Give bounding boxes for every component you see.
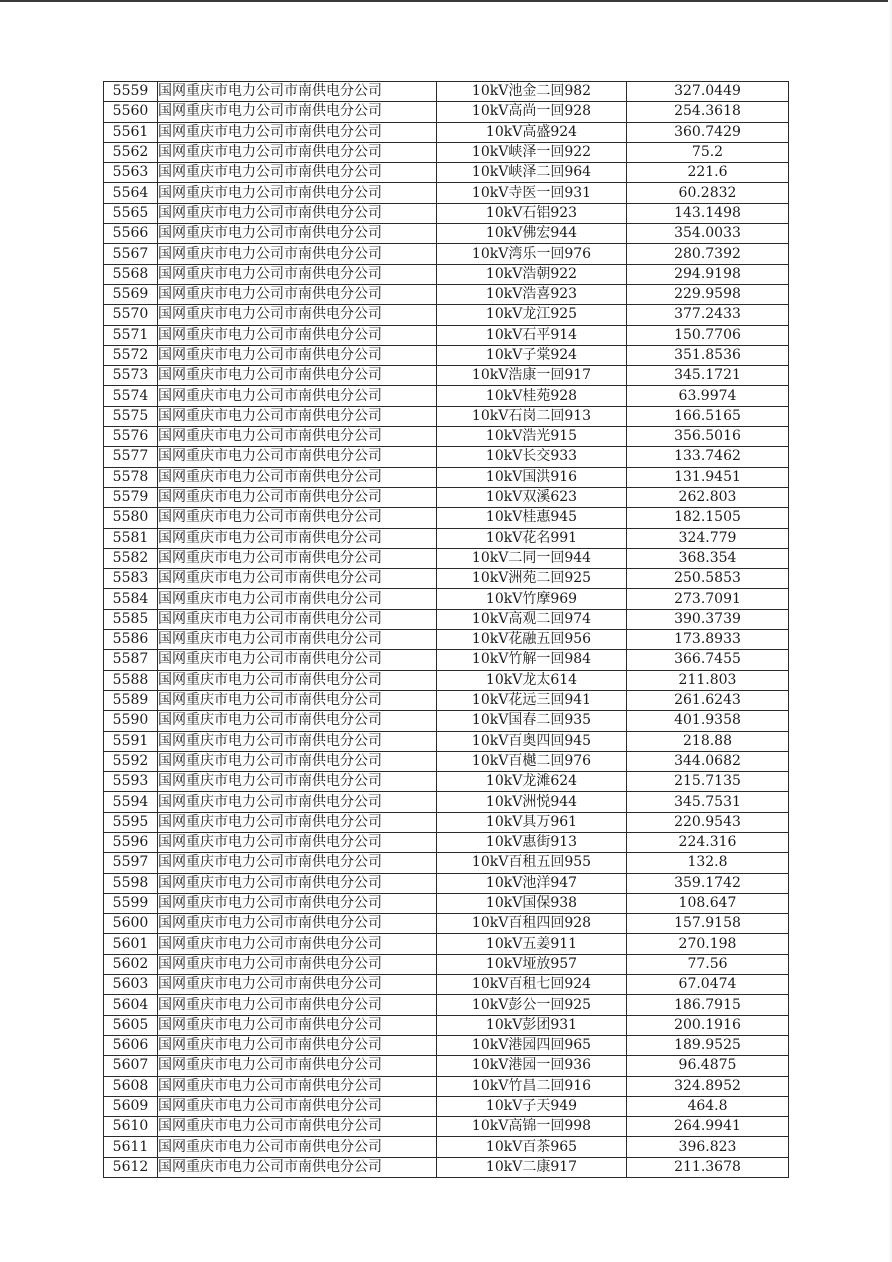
value-cell: 166.5165 bbox=[627, 406, 789, 426]
company-cell: 国网重庆市电力公司市南供电分公司 bbox=[158, 1096, 437, 1116]
row-id-cell: 5560 bbox=[104, 102, 158, 122]
value-cell: 464.8 bbox=[627, 1096, 789, 1116]
table-row bbox=[104, 528, 789, 548]
feeder-line-cell: 10kV惠街913 bbox=[437, 832, 627, 852]
feeder-line-cell: 10kV池金二回982 bbox=[437, 82, 627, 102]
company-cell: 国网重庆市电力公司市南供电分公司 bbox=[158, 1137, 437, 1157]
value-cell: 262.803 bbox=[627, 487, 789, 507]
table-row bbox=[104, 711, 789, 731]
company-cell: 国网重庆市电力公司市南供电分公司 bbox=[158, 1015, 437, 1035]
feeder-line-cell: 10kV国春二回935 bbox=[437, 711, 627, 731]
company-cell: 国网重庆市电力公司市南供电分公司 bbox=[158, 954, 437, 974]
value-cell: 250.5853 bbox=[627, 569, 789, 589]
value-cell: 221.6 bbox=[627, 163, 789, 183]
value-cell: 294.9198 bbox=[627, 264, 789, 284]
table-row bbox=[104, 142, 789, 162]
table-row bbox=[104, 914, 789, 934]
feeder-line-cell: 10kV高锦一回998 bbox=[437, 1117, 627, 1137]
value-cell: 401.9358 bbox=[627, 711, 789, 731]
value-cell: 211.3678 bbox=[627, 1157, 789, 1177]
feeder-data-table bbox=[103, 81, 789, 1178]
company-cell: 国网重庆市电力公司市南供电分公司 bbox=[158, 630, 437, 650]
table-row bbox=[104, 467, 789, 487]
row-id-cell: 5612 bbox=[104, 1157, 158, 1177]
table-row bbox=[104, 995, 789, 1015]
feeder-line-cell: 10kV长交933 bbox=[437, 447, 627, 467]
feeder-line-cell: 10kV二康917 bbox=[437, 1157, 627, 1177]
value-cell: 189.9525 bbox=[627, 1035, 789, 1055]
feeder-line-cell: 10kV具万961 bbox=[437, 812, 627, 832]
feeder-line-cell: 10kV佛宏944 bbox=[437, 224, 627, 244]
row-id-cell: 5576 bbox=[104, 427, 158, 447]
table-row bbox=[104, 163, 789, 183]
row-id-cell: 5559 bbox=[104, 82, 158, 102]
row-id-cell: 5575 bbox=[104, 406, 158, 426]
value-cell: 182.1505 bbox=[627, 508, 789, 528]
feeder-line-cell: 10kV浩光915 bbox=[437, 427, 627, 447]
table-row bbox=[104, 1096, 789, 1116]
value-cell: 143.1498 bbox=[627, 203, 789, 223]
feeder-line-cell: 10kV洲悦944 bbox=[437, 792, 627, 812]
row-id-cell: 5607 bbox=[104, 1056, 158, 1076]
value-cell: 157.9158 bbox=[627, 914, 789, 934]
row-id-cell: 5563 bbox=[104, 163, 158, 183]
value-cell: 356.5016 bbox=[627, 427, 789, 447]
page-top-border bbox=[0, 0, 892, 2]
row-id-cell: 5588 bbox=[104, 670, 158, 690]
row-id-cell: 5595 bbox=[104, 812, 158, 832]
feeder-line-cell: 10kV竹昌二回916 bbox=[437, 1076, 627, 1096]
company-cell: 国网重庆市电力公司市南供电分公司 bbox=[158, 914, 437, 934]
table-row bbox=[104, 569, 789, 589]
value-cell: 150.7706 bbox=[627, 325, 789, 345]
value-cell: 200.1916 bbox=[627, 1015, 789, 1035]
feeder-line-cell: 10kV龙江925 bbox=[437, 305, 627, 325]
table-row bbox=[104, 183, 789, 203]
row-id-cell: 5604 bbox=[104, 995, 158, 1015]
table-row bbox=[104, 630, 789, 650]
value-cell: 67.0474 bbox=[627, 975, 789, 995]
table-row bbox=[104, 650, 789, 670]
value-cell: 327.0449 bbox=[627, 82, 789, 102]
company-cell: 国网重庆市电力公司市南供电分公司 bbox=[158, 467, 437, 487]
value-cell: 345.7531 bbox=[627, 792, 789, 812]
value-cell: 224.316 bbox=[627, 832, 789, 852]
feeder-line-cell: 10kV寺医一回931 bbox=[437, 183, 627, 203]
row-id-cell: 5564 bbox=[104, 183, 158, 203]
company-cell: 国网重庆市电力公司市南供电分公司 bbox=[158, 284, 437, 304]
table-row bbox=[104, 82, 789, 102]
table-row bbox=[104, 406, 789, 426]
table-row bbox=[104, 893, 789, 913]
feeder-line-cell: 10kV百租五回955 bbox=[437, 853, 627, 873]
feeder-line-cell: 10kV港园一回936 bbox=[437, 1056, 627, 1076]
feeder-line-cell: 10kV百茶965 bbox=[437, 1137, 627, 1157]
feeder-line-cell: 10kV百奥四回945 bbox=[437, 731, 627, 751]
feeder-line-cell: 10kV百樾二回976 bbox=[437, 751, 627, 771]
value-cell: 60.2832 bbox=[627, 183, 789, 203]
company-cell: 国网重庆市电力公司市南供电分公司 bbox=[158, 731, 437, 751]
table-row bbox=[104, 772, 789, 792]
row-id-cell: 5603 bbox=[104, 975, 158, 995]
feeder-line-cell: 10kV龙太614 bbox=[437, 670, 627, 690]
value-cell: 377.2433 bbox=[627, 305, 789, 325]
feeder-line-cell: 10kV高尚一回928 bbox=[437, 102, 627, 122]
value-cell: 280.7392 bbox=[627, 244, 789, 264]
company-cell: 国网重庆市电力公司市南供电分公司 bbox=[158, 934, 437, 954]
table-row bbox=[104, 366, 789, 386]
value-cell: 261.6243 bbox=[627, 690, 789, 710]
company-cell: 国网重庆市电力公司市南供电分公司 bbox=[158, 102, 437, 122]
feeder-line-cell: 10kV石岗二回913 bbox=[437, 406, 627, 426]
table-row bbox=[104, 548, 789, 568]
row-id-cell: 5609 bbox=[104, 1096, 158, 1116]
company-cell: 国网重庆市电力公司市南供电分公司 bbox=[158, 711, 437, 731]
feeder-line-cell: 10kV百租四回928 bbox=[437, 914, 627, 934]
value-cell: 390.3739 bbox=[627, 609, 789, 629]
value-cell: 345.1721 bbox=[627, 366, 789, 386]
company-cell: 国网重庆市电力公司市南供电分公司 bbox=[158, 487, 437, 507]
table-row bbox=[104, 447, 789, 467]
company-cell: 国网重庆市电力公司市南供电分公司 bbox=[158, 183, 437, 203]
company-cell: 国网重庆市电力公司市南供电分公司 bbox=[158, 1056, 437, 1076]
company-cell: 国网重庆市电力公司市南供电分公司 bbox=[158, 122, 437, 142]
table-row bbox=[104, 1015, 789, 1035]
table-row bbox=[104, 1117, 789, 1137]
row-id-cell: 5590 bbox=[104, 711, 158, 731]
row-id-cell: 5610 bbox=[104, 1117, 158, 1137]
feeder-line-cell: 10kV浩康一回917 bbox=[437, 366, 627, 386]
value-cell: 360.7429 bbox=[627, 122, 789, 142]
value-cell: 96.4875 bbox=[627, 1056, 789, 1076]
row-id-cell: 5580 bbox=[104, 508, 158, 528]
company-cell: 国网重庆市电力公司市南供电分公司 bbox=[158, 995, 437, 1015]
row-id-cell: 5572 bbox=[104, 345, 158, 365]
row-id-cell: 5597 bbox=[104, 853, 158, 873]
row-id-cell: 5571 bbox=[104, 325, 158, 345]
feeder-line-cell: 10kV国保938 bbox=[437, 893, 627, 913]
row-id-cell: 5585 bbox=[104, 609, 158, 629]
table-row bbox=[104, 1035, 789, 1055]
company-cell: 国网重庆市电力公司市南供电分公司 bbox=[158, 772, 437, 792]
table-row bbox=[104, 244, 789, 264]
value-cell: 229.9598 bbox=[627, 284, 789, 304]
row-id-cell: 5587 bbox=[104, 650, 158, 670]
company-cell: 国网重庆市电力公司市南供电分公司 bbox=[158, 142, 437, 162]
feeder-line-cell: 10kV子天949 bbox=[437, 1096, 627, 1116]
company-cell: 国网重庆市电力公司市南供电分公司 bbox=[158, 345, 437, 365]
value-cell: 359.1742 bbox=[627, 873, 789, 893]
row-id-cell: 5591 bbox=[104, 731, 158, 751]
feeder-line-cell: 10kV国洪916 bbox=[437, 467, 627, 487]
row-id-cell: 5569 bbox=[104, 284, 158, 304]
company-cell: 国网重庆市电力公司市南供电分公司 bbox=[158, 548, 437, 568]
company-cell: 国网重庆市电力公司市南供电分公司 bbox=[158, 650, 437, 670]
row-id-cell: 5578 bbox=[104, 467, 158, 487]
row-id-cell: 5582 bbox=[104, 548, 158, 568]
table-row bbox=[104, 609, 789, 629]
company-cell: 国网重庆市电力公司市南供电分公司 bbox=[158, 569, 437, 589]
row-id-cell: 5601 bbox=[104, 934, 158, 954]
company-cell: 国网重庆市电力公司市南供电分公司 bbox=[158, 447, 437, 467]
row-id-cell: 5584 bbox=[104, 589, 158, 609]
company-cell: 国网重庆市电力公司市南供电分公司 bbox=[158, 427, 437, 447]
company-cell: 国网重庆市电力公司市南供电分公司 bbox=[158, 163, 437, 183]
row-id-cell: 5583 bbox=[104, 569, 158, 589]
value-cell: 108.647 bbox=[627, 893, 789, 913]
row-id-cell: 5581 bbox=[104, 528, 158, 548]
company-cell: 国网重庆市电力公司市南供电分公司 bbox=[158, 386, 437, 406]
table-row bbox=[104, 427, 789, 447]
value-cell: 186.7915 bbox=[627, 995, 789, 1015]
row-id-cell: 5596 bbox=[104, 832, 158, 852]
table-row bbox=[104, 345, 789, 365]
value-cell: 270.198 bbox=[627, 934, 789, 954]
table-row bbox=[104, 122, 789, 142]
company-cell: 国网重庆市电力公司市南供电分公司 bbox=[158, 1035, 437, 1055]
table-row bbox=[104, 670, 789, 690]
feeder-line-cell: 10kV桂苑928 bbox=[437, 386, 627, 406]
company-cell: 国网重庆市电力公司市南供电分公司 bbox=[158, 528, 437, 548]
page-right-edge bbox=[888, 0, 892, 1262]
feeder-line-cell: 10kV港园四回965 bbox=[437, 1035, 627, 1055]
company-cell: 国网重庆市电力公司市南供电分公司 bbox=[158, 873, 437, 893]
company-cell: 国网重庆市电力公司市南供电分公司 bbox=[158, 1076, 437, 1096]
table-row bbox=[104, 832, 789, 852]
row-id-cell: 5561 bbox=[104, 122, 158, 142]
value-cell: 131.9451 bbox=[627, 467, 789, 487]
feeder-line-cell: 10kV彭团931 bbox=[437, 1015, 627, 1035]
table-row bbox=[104, 305, 789, 325]
feeder-line-cell: 10kV子棠924 bbox=[437, 345, 627, 365]
feeder-line-cell: 10kV湾乐一回976 bbox=[437, 244, 627, 264]
row-id-cell: 5565 bbox=[104, 203, 158, 223]
company-cell: 国网重庆市电力公司市南供电分公司 bbox=[158, 792, 437, 812]
row-id-cell: 5599 bbox=[104, 893, 158, 913]
company-cell: 国网重庆市电力公司市南供电分公司 bbox=[158, 589, 437, 609]
row-id-cell: 5606 bbox=[104, 1035, 158, 1055]
table-row bbox=[104, 1056, 789, 1076]
value-cell: 254.3618 bbox=[627, 102, 789, 122]
table-row bbox=[104, 954, 789, 974]
table-row bbox=[104, 224, 789, 244]
row-id-cell: 5577 bbox=[104, 447, 158, 467]
company-cell: 国网重庆市电力公司市南供电分公司 bbox=[158, 975, 437, 995]
table-row bbox=[104, 102, 789, 122]
company-cell: 国网重庆市电力公司市南供电分公司 bbox=[158, 508, 437, 528]
feeder-line-cell: 10kV洲苑二回925 bbox=[437, 569, 627, 589]
feeder-line-cell: 10kV竹摩969 bbox=[437, 589, 627, 609]
feeder-line-cell: 10kV二同一回944 bbox=[437, 548, 627, 568]
company-cell: 国网重庆市电力公司市南供电分公司 bbox=[158, 244, 437, 264]
value-cell: 132.8 bbox=[627, 853, 789, 873]
row-id-cell: 5579 bbox=[104, 487, 158, 507]
company-cell: 国网重庆市电力公司市南供电分公司 bbox=[158, 203, 437, 223]
table-row bbox=[104, 853, 789, 873]
row-id-cell: 5574 bbox=[104, 386, 158, 406]
table-row bbox=[104, 812, 789, 832]
company-cell: 国网重庆市电力公司市南供电分公司 bbox=[158, 751, 437, 771]
feeder-line-cell: 10kV池洋947 bbox=[437, 873, 627, 893]
row-id-cell: 5593 bbox=[104, 772, 158, 792]
table-row bbox=[104, 1137, 789, 1157]
table-row bbox=[104, 975, 789, 995]
company-cell: 国网重庆市电力公司市南供电分公司 bbox=[158, 690, 437, 710]
table-row bbox=[104, 386, 789, 406]
value-cell: 351.8536 bbox=[627, 345, 789, 365]
row-id-cell: 5608 bbox=[104, 1076, 158, 1096]
feeder-line-cell: 10kV双溪623 bbox=[437, 487, 627, 507]
table-row bbox=[104, 873, 789, 893]
value-cell: 354.0033 bbox=[627, 224, 789, 244]
company-cell: 国网重庆市电力公司市南供电分公司 bbox=[158, 366, 437, 386]
feeder-line-cell: 10kV龙滩624 bbox=[437, 772, 627, 792]
table-row bbox=[104, 751, 789, 771]
table-row bbox=[104, 487, 789, 507]
row-id-cell: 5570 bbox=[104, 305, 158, 325]
feeder-line-cell: 10kV高观二回974 bbox=[437, 609, 627, 629]
row-id-cell: 5605 bbox=[104, 1015, 158, 1035]
row-id-cell: 5611 bbox=[104, 1137, 158, 1157]
value-cell: 77.56 bbox=[627, 954, 789, 974]
company-cell: 国网重庆市电力公司市南供电分公司 bbox=[158, 264, 437, 284]
feeder-line-cell: 10kV石铝923 bbox=[437, 203, 627, 223]
row-id-cell: 5573 bbox=[104, 366, 158, 386]
table-row bbox=[104, 284, 789, 304]
value-cell: 264.9941 bbox=[627, 1117, 789, 1137]
value-cell: 396.823 bbox=[627, 1137, 789, 1157]
feeder-line-cell: 10kV花融五回956 bbox=[437, 630, 627, 650]
company-cell: 国网重庆市电力公司市南供电分公司 bbox=[158, 406, 437, 426]
value-cell: 366.7455 bbox=[627, 650, 789, 670]
table-row bbox=[104, 792, 789, 812]
table-body bbox=[104, 82, 789, 1178]
value-cell: 324.8952 bbox=[627, 1076, 789, 1096]
company-cell: 国网重庆市电力公司市南供电分公司 bbox=[158, 1157, 437, 1177]
table-row bbox=[104, 325, 789, 345]
feeder-line-cell: 10kV桂惠945 bbox=[437, 508, 627, 528]
value-cell: 368.354 bbox=[627, 548, 789, 568]
table-row bbox=[104, 1076, 789, 1096]
value-cell: 324.779 bbox=[627, 528, 789, 548]
table-row bbox=[104, 690, 789, 710]
table-row bbox=[104, 589, 789, 609]
company-cell: 国网重庆市电力公司市南供电分公司 bbox=[158, 1117, 437, 1137]
feeder-line-cell: 10kV峡泽二回964 bbox=[437, 163, 627, 183]
company-cell: 国网重庆市电力公司市南供电分公司 bbox=[158, 305, 437, 325]
value-cell: 63.9974 bbox=[627, 386, 789, 406]
value-cell: 218.88 bbox=[627, 731, 789, 751]
value-cell: 173.8933 bbox=[627, 630, 789, 650]
row-id-cell: 5589 bbox=[104, 690, 158, 710]
row-id-cell: 5598 bbox=[104, 873, 158, 893]
row-id-cell: 5567 bbox=[104, 244, 158, 264]
feeder-line-cell: 10kV竹解一回984 bbox=[437, 650, 627, 670]
feeder-line-cell: 10kV浩朝922 bbox=[437, 264, 627, 284]
company-cell: 国网重庆市电力公司市南供电分公司 bbox=[158, 853, 437, 873]
feeder-line-cell: 10kV峡泽一回922 bbox=[437, 142, 627, 162]
table-row bbox=[104, 1157, 789, 1177]
company-cell: 国网重庆市电力公司市南供电分公司 bbox=[158, 325, 437, 345]
row-id-cell: 5586 bbox=[104, 630, 158, 650]
table-row bbox=[104, 731, 789, 751]
row-id-cell: 5600 bbox=[104, 914, 158, 934]
feeder-line-cell: 10kV高盛924 bbox=[437, 122, 627, 142]
value-cell: 211.803 bbox=[627, 670, 789, 690]
feeder-line-cell: 10kV五姜911 bbox=[437, 934, 627, 954]
feeder-line-cell: 10kV垭放957 bbox=[437, 954, 627, 974]
value-cell: 220.9543 bbox=[627, 812, 789, 832]
feeder-line-cell: 10kV百租七回924 bbox=[437, 975, 627, 995]
company-cell: 国网重庆市电力公司市南供电分公司 bbox=[158, 670, 437, 690]
feeder-line-cell: 10kV浩喜923 bbox=[437, 284, 627, 304]
value-cell: 215.7135 bbox=[627, 772, 789, 792]
value-cell: 344.0682 bbox=[627, 751, 789, 771]
company-cell: 国网重庆市电力公司市南供电分公司 bbox=[158, 224, 437, 244]
row-id-cell: 5602 bbox=[104, 954, 158, 974]
feeder-line-cell: 10kV石平914 bbox=[437, 325, 627, 345]
table-row bbox=[104, 203, 789, 223]
table-row bbox=[104, 934, 789, 954]
row-id-cell: 5562 bbox=[104, 142, 158, 162]
row-id-cell: 5592 bbox=[104, 751, 158, 771]
feeder-line-cell: 10kV彭公一回925 bbox=[437, 995, 627, 1015]
feeder-line-cell: 10kV花名991 bbox=[437, 528, 627, 548]
row-id-cell: 5566 bbox=[104, 224, 158, 244]
table-row bbox=[104, 508, 789, 528]
row-id-cell: 5594 bbox=[104, 792, 158, 812]
value-cell: 75.2 bbox=[627, 142, 789, 162]
company-cell: 国网重庆市电力公司市南供电分公司 bbox=[158, 82, 437, 102]
value-cell: 273.7091 bbox=[627, 589, 789, 609]
feeder-line-cell: 10kV花远三回941 bbox=[437, 690, 627, 710]
company-cell: 国网重庆市电力公司市南供电分公司 bbox=[158, 609, 437, 629]
value-cell: 133.7462 bbox=[627, 447, 789, 467]
row-id-cell: 5568 bbox=[104, 264, 158, 284]
table-row bbox=[104, 264, 789, 284]
company-cell: 国网重庆市电力公司市南供电分公司 bbox=[158, 812, 437, 832]
company-cell: 国网重庆市电力公司市南供电分公司 bbox=[158, 832, 437, 852]
company-cell: 国网重庆市电力公司市南供电分公司 bbox=[158, 893, 437, 913]
